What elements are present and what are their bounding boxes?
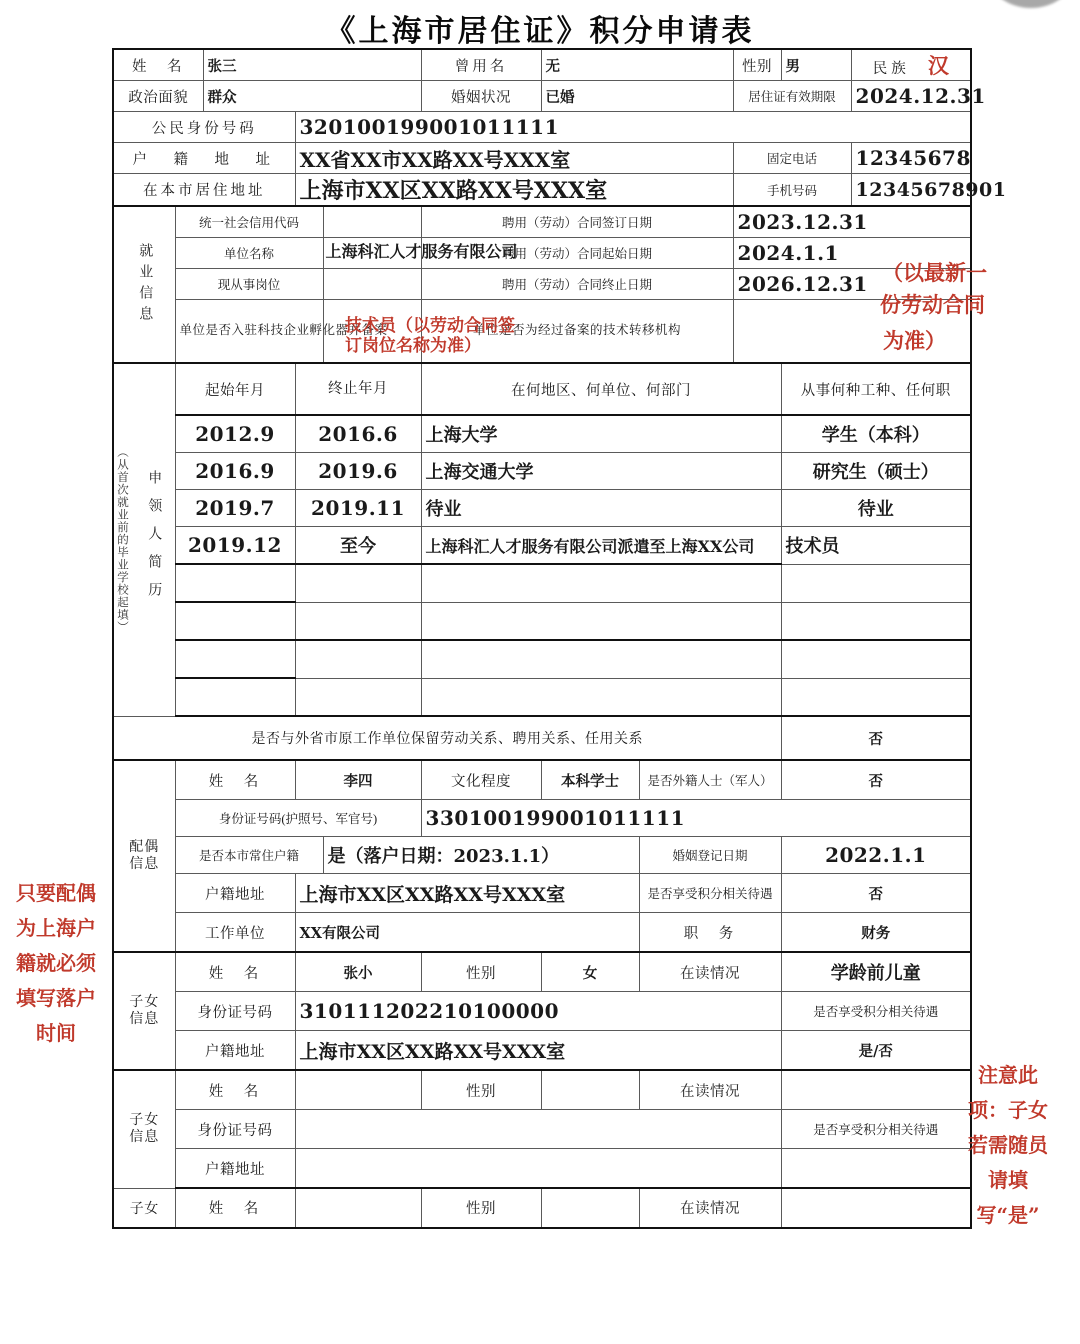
resume-end: 2016.6 — [295, 415, 421, 453]
tech-transfer-value — [733, 300, 971, 364]
child2-section-label: 子女 信息 — [113, 1070, 175, 1188]
employment-section-label-text: 就业信息 — [137, 242, 153, 327]
child2-hukou-benefit-value — [781, 1149, 971, 1189]
end-date-value: 2026.12.31 — [733, 269, 971, 300]
resume-start: 2019.7 — [175, 490, 295, 527]
resume-start: 2019.12 — [175, 527, 295, 565]
city-address-label: 在本市居住地址 — [113, 174, 295, 207]
spouse-marriage-date-value: 2022.1.1 — [781, 837, 971, 874]
child1-name-value: 张小 — [295, 952, 421, 992]
resume-place — [421, 640, 781, 678]
child1-id-label: 身份证号码 — [175, 992, 295, 1031]
table-row — [113, 602, 971, 640]
id-label: 公民身份号码 — [113, 112, 295, 143]
table-row-spouse-work-unit — [113, 913, 971, 953]
sign-date-value: 2023.12.31 — [733, 206, 971, 238]
resume-job: 技术员 — [781, 527, 971, 565]
spouse-benefit-label: 是否享受积分相关待遇 — [639, 874, 781, 913]
resume-start: 2012.9 — [175, 415, 295, 453]
resume-header-end: 终止年月 — [295, 363, 421, 415]
table-row-hukou-address — [113, 143, 971, 174]
former-name-value: 无 — [541, 49, 733, 81]
child1-study-label: 在读情况 — [639, 952, 781, 992]
resume-header-place: 在何地区、何单位、何部门 — [421, 363, 781, 415]
start-date-value: 2024.1.1 — [733, 238, 971, 269]
resume-job — [781, 564, 971, 602]
resume-place — [421, 678, 781, 716]
child1-hukou-label: 户籍地址 — [175, 1031, 295, 1071]
employment-annotation-line1-text: （以最新一 — [882, 260, 987, 285]
child2-gender-label: 性别 — [421, 1070, 541, 1110]
credit-code-label: 统一社会信用代码 — [175, 206, 323, 238]
permit-expiry-value: 2024.12.31 — [851, 81, 971, 112]
retain-value: 否 — [781, 716, 971, 760]
political-value: 群众 — [203, 81, 421, 112]
table-row — [113, 415, 971, 453]
ethnicity-label-text: 民族 — [872, 61, 910, 77]
table-row-child2-id — [113, 1110, 971, 1149]
child3-name-label: 姓 名 — [175, 1188, 295, 1228]
child3-study-label: 在读情况 — [639, 1188, 781, 1228]
spouse-work-unit-value: XX有限公司 — [295, 913, 639, 953]
resume-start — [175, 564, 295, 602]
spouse-benefit-value: 否 — [781, 874, 971, 913]
landline-value: 12345678 — [851, 143, 971, 174]
child3-section-label: 子女 — [113, 1188, 175, 1228]
child1-study-value: 学龄前儿童 — [781, 952, 971, 992]
hukou-address-value: XX省XX市XX路XX号XXX室 — [295, 143, 733, 174]
table-row-child1-name — [113, 952, 971, 992]
spouse-section-label: 配偶 信息 — [113, 760, 175, 952]
child1-name-label: 姓 名 — [175, 952, 295, 992]
table-row — [113, 564, 971, 602]
spouse-duty-label: 职 务 — [639, 913, 781, 953]
child2-study-label: 在读情况 — [639, 1070, 781, 1110]
resume-start — [175, 678, 295, 716]
spouse-local-hukou-label: 是否本市常住户籍 — [175, 837, 323, 874]
table-row-employment-credit-code — [113, 206, 971, 238]
employment-section-label — [113, 206, 175, 363]
child2-name-value — [295, 1070, 421, 1110]
spouse-id-label: 身份证号码(护照号、军官号) — [175, 800, 421, 837]
mobile-label: 手机号码 — [733, 174, 851, 207]
start-date-label: 聘用（劳动）合同起始日期 — [421, 238, 733, 269]
marital-value: 已婚 — [541, 81, 733, 112]
city-address-value: 上海市XX区XX路XX号XXX室 — [295, 174, 733, 207]
child1-gender-label: 性别 — [421, 952, 541, 992]
resume-end — [295, 640, 421, 678]
resume-end — [295, 678, 421, 716]
table-row-child1-id — [113, 992, 971, 1031]
page-title: 《上海市居住证》积分申请表 — [325, 14, 755, 49]
table-row — [113, 640, 971, 678]
table-row-child1-hukou — [113, 1031, 971, 1071]
table-row-spouse-local-hukou — [113, 837, 971, 874]
id-value: 320100199001011111 — [295, 112, 971, 143]
resume-end: 2019.6 — [295, 453, 421, 490]
child3-study-value — [781, 1188, 971, 1228]
spouse-hukou-address-value: 上海市XX区XX路XX号XXX室 — [295, 874, 639, 913]
resume-section-label-text: 申领人简历 — [146, 469, 162, 610]
spouse-marriage-date-label: 婚姻登记日期 — [639, 837, 781, 874]
table-row-child2-hukou — [113, 1149, 971, 1189]
resume-job — [781, 678, 971, 716]
former-name-label: 曾用名 — [421, 49, 541, 81]
resume-start: 2016.9 — [175, 453, 295, 490]
table-row-spouse-name — [113, 760, 971, 800]
table-row-employment-position — [113, 269, 971, 300]
end-date-label: 聘用（劳动）合同终止日期 — [421, 269, 733, 300]
resume-start — [175, 602, 295, 640]
political-label: 政治面貌 — [113, 81, 203, 112]
resume-place: 上海交通大学 — [421, 453, 781, 490]
resume-job: 待业 — [781, 490, 971, 527]
gender-label: 性别 — [733, 49, 781, 81]
resume-end — [295, 602, 421, 640]
child1-benefit-label: 是否享受积分相关待遇 — [781, 992, 971, 1031]
spouse-id-value: 330100199001011111 — [421, 800, 971, 837]
child2-id-value — [295, 1110, 781, 1149]
child2-hukou-label: 户籍地址 — [175, 1149, 295, 1189]
spouse-name-label: 姓 名 — [175, 760, 295, 800]
position-value-cell — [323, 269, 421, 300]
company-value: 上海科汇人才服务有限公司 — [323, 238, 421, 269]
gender-value: 男 — [781, 49, 851, 81]
child3-gender-value — [541, 1188, 639, 1228]
resume-end: 至今 — [295, 527, 421, 565]
table-row-employment-incubator — [113, 300, 971, 364]
sign-date-label: 聘用（劳动）合同签订日期 — [421, 206, 733, 238]
resume-place — [421, 602, 781, 640]
spouse-foreign-value: 否 — [781, 760, 971, 800]
resume-job: 学生（本科） — [781, 415, 971, 453]
hukou-address-label: 户 籍 地 址 — [113, 143, 295, 174]
permit-expiry-label: 居住证有效期限 — [733, 81, 851, 112]
child1-hukou-value: 上海市XX区XX路XX号XXX室 — [295, 1031, 781, 1071]
ethnicity-label — [851, 49, 971, 81]
table-row-employment-company — [113, 238, 971, 269]
child2-name-label: 姓 名 — [175, 1070, 295, 1110]
spouse-local-hukou-value: 是（落户日期：2023.1.1） — [323, 837, 639, 874]
marital-label: 婚姻状况 — [421, 81, 541, 112]
name-value: 张三 — [203, 49, 421, 81]
table-row-spouse-id — [113, 800, 971, 837]
resume-section-label — [113, 363, 175, 716]
table-row — [113, 453, 971, 490]
position-label: 现从事岗位 — [175, 269, 323, 300]
mobile-value: 12345678901 — [851, 174, 971, 207]
right-annotation-note: 注意此项：子女若需随员请填写“是” — [968, 1063, 1048, 1227]
child2-benefit-label: 是否享受积分相关待遇 — [781, 1110, 971, 1149]
child3-gender-label: 性别 — [421, 1188, 541, 1228]
table-row-child3-name — [113, 1188, 971, 1228]
resume-end — [295, 564, 421, 602]
ethnicity-value: 汉 — [927, 53, 949, 78]
resume-header-job: 从事何种工种、任何职 — [781, 363, 971, 415]
child1-gender-value: 女 — [541, 952, 639, 992]
child1-section-label: 子女 信息 — [113, 952, 175, 1070]
spouse-name-value: 李四 — [295, 760, 421, 800]
spouse-hukou-address-label: 户籍地址 — [175, 874, 295, 913]
spouse-foreign-label: 是否外籍人士（军人） — [639, 760, 781, 800]
table-row-resume-header — [113, 363, 971, 415]
spouse-work-unit-label: 工作单位 — [175, 913, 295, 953]
resume-job — [781, 640, 971, 678]
resume-place: 上海科汇人才服务有限公司派遣至上海XX公司 — [421, 527, 781, 565]
table-row — [113, 490, 971, 527]
position-value-text: 技术员（以劳动合同签订岗位名称为准） — [345, 316, 515, 357]
table-row-retain-relationship — [113, 716, 971, 760]
table-row — [113, 527, 971, 565]
child1-id-value: 310111202210100000 — [295, 992, 781, 1031]
table-row-child2-name — [113, 1070, 971, 1110]
tech-transfer-label: 单位是否为经过备案的技术转移机构 — [421, 300, 733, 364]
child2-id-label: 身份证号码 — [175, 1110, 295, 1149]
resume-job: 研究生（硕士） — [781, 453, 971, 490]
resume-place — [421, 564, 781, 602]
left-annotation-note: 只要配偶为上海户籍就必须填写落户时间 — [16, 881, 96, 1045]
name-label: 姓 名 — [113, 49, 203, 81]
incubator-label: 单位是否入驻科技企业孵化器并备案 — [175, 300, 323, 364]
table-row — [113, 678, 971, 716]
resume-start — [175, 640, 295, 678]
child3-name-value — [295, 1188, 421, 1228]
resume-header-start: 起始年月 — [175, 363, 295, 415]
table-row-city-address — [113, 174, 971, 207]
child1-hukou-benefit-value: 是/否 — [781, 1031, 971, 1071]
child2-study-value — [781, 1070, 971, 1110]
employment-annotation-line3-text: 为准） — [883, 328, 946, 353]
landline-label: 固定电话 — [733, 143, 851, 174]
resume-place: 待业 — [421, 490, 781, 527]
points-application-form-table — [112, 48, 1007, 1229]
table-row-political — [113, 81, 971, 112]
table-row-id — [113, 112, 971, 143]
retain-label: 是否与外省市原工作单位保留劳动关系、聘用关系、任用关系 — [113, 716, 781, 760]
spouse-education-value: 本科学士 — [541, 760, 639, 800]
credit-code-value — [323, 206, 421, 238]
child2-gender-value — [541, 1070, 639, 1110]
table-row-spouse-hukou-address — [113, 874, 971, 913]
table-row-name — [113, 49, 971, 81]
employment-annotation-line2-text: 份劳动合同 — [880, 292, 985, 317]
resume-job — [781, 602, 971, 640]
spouse-duty-value: 财务 — [781, 913, 971, 953]
spouse-education-label: 文化程度 — [421, 760, 541, 800]
child2-hukou-value — [295, 1149, 781, 1189]
company-label: 单位名称 — [175, 238, 323, 269]
resume-section-note: （从首次就业前的毕业学校起填） — [116, 446, 128, 634]
resume-end: 2019.11 — [295, 490, 421, 527]
resume-place: 上海大学 — [421, 415, 781, 453]
